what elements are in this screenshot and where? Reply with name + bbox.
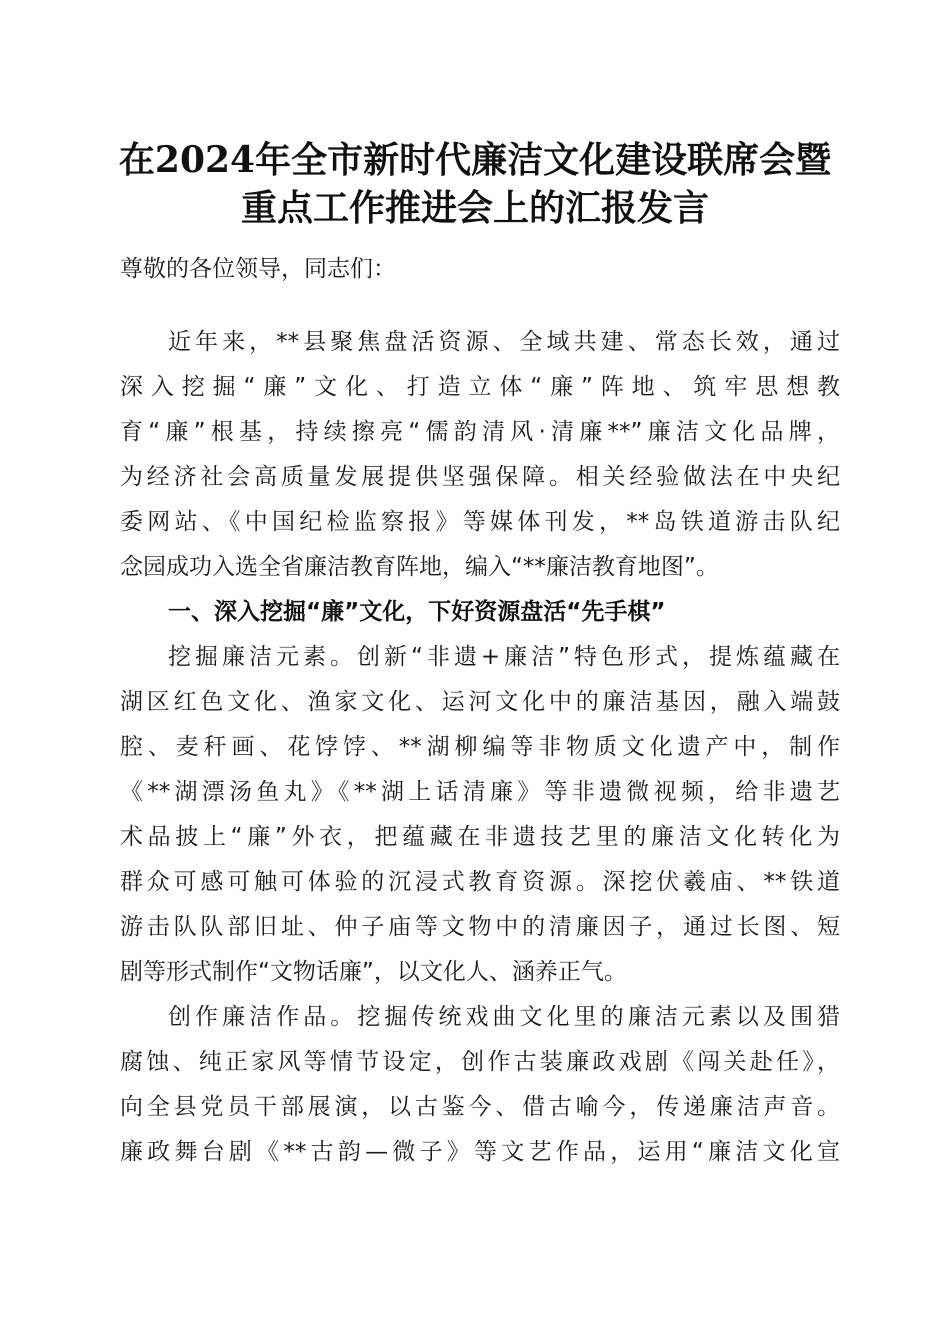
paragraph-2-line: 向全县党员干部展演，以古鉴今、借古喻今，传递廉洁声音。: [120, 1094, 840, 1120]
intro-line: 念园成功入选全省廉洁教育阵地，编入“**廉洁教育地图”。: [120, 554, 719, 580]
paragraph-2-line: 创作廉洁作品。挖掘传统戏曲文化里的廉洁元素以及围猎: [168, 1004, 840, 1030]
intro-line: 委网站、《中国纪检监察报》等媒体刊发，**岛铁道游击队纪: [120, 509, 840, 535]
paragraph-2-line: 腐蚀、纯正家风等情节设定，创作古装廉政戏剧《闯关赴任》，: [120, 1049, 840, 1075]
paragraph-1-line: 腔、麦秆画、花饽饽、**湖柳编等非物质文化遗产中，制作: [120, 734, 840, 760]
intro-line: 深入挖掘“廉”文化、打造立体“廉”阵地、筑牢思想教: [120, 374, 840, 400]
intro-line: 近年来，**县聚焦盘活资源、全域共建、常态长效，通过: [168, 329, 840, 355]
salutation: 尊敬的各位领导，同志们：: [120, 256, 396, 282]
paragraph-1-line: 游击队队部旧址、仲子庙等文物中的清廉因子，通过长图、短: [120, 914, 840, 940]
paragraph-1-line: 群众可感可触可体验的沉浸式教育资源。深挖伏羲庙、**铁道: [120, 869, 840, 895]
intro-line: 为经济社会高质量发展提供坚强保障。相关经验做法在中央纪: [120, 464, 840, 490]
paragraph-1-line: 剧等形式制作“文物话廉”，以文化人、涵养正气。: [120, 959, 627, 985]
section-heading-1: 一、深入挖掘“廉”文化，下好资源盘活“先手棋”: [168, 599, 666, 625]
paragraph-1-line: 《**湖漂汤鱼丸》《**湖上话清廉》等非遗微视频，给非遗艺: [120, 779, 840, 805]
document-title-line-1: 在2024年全市新时代廉洁文化建设联席会暨: [118, 139, 832, 181]
paragraph-1-line: 湖区红色文化、渔家文化、运河文化中的廉洁基因，融入端鼓: [120, 689, 840, 715]
paragraph-2-line: 廉政舞台剧《**古韵—微子》等文艺作品，运用“廉洁文化宣: [120, 1139, 840, 1165]
paragraph-1-line: 挖掘廉洁元素。创新“非遗+廉洁”特色形式，提炼蕴藏在: [168, 644, 840, 670]
intro-line: 育“廉”根基，持续擦亮“儒韵清风·清廉**”廉洁文化品牌，: [120, 419, 840, 445]
paragraph-1-line: 术品披上“廉”外衣，把蕴藏在非遗技艺里的廉洁文化转化为: [120, 824, 840, 850]
document-title-line-2: 重点工作推进会上的汇报发言: [240, 187, 709, 229]
